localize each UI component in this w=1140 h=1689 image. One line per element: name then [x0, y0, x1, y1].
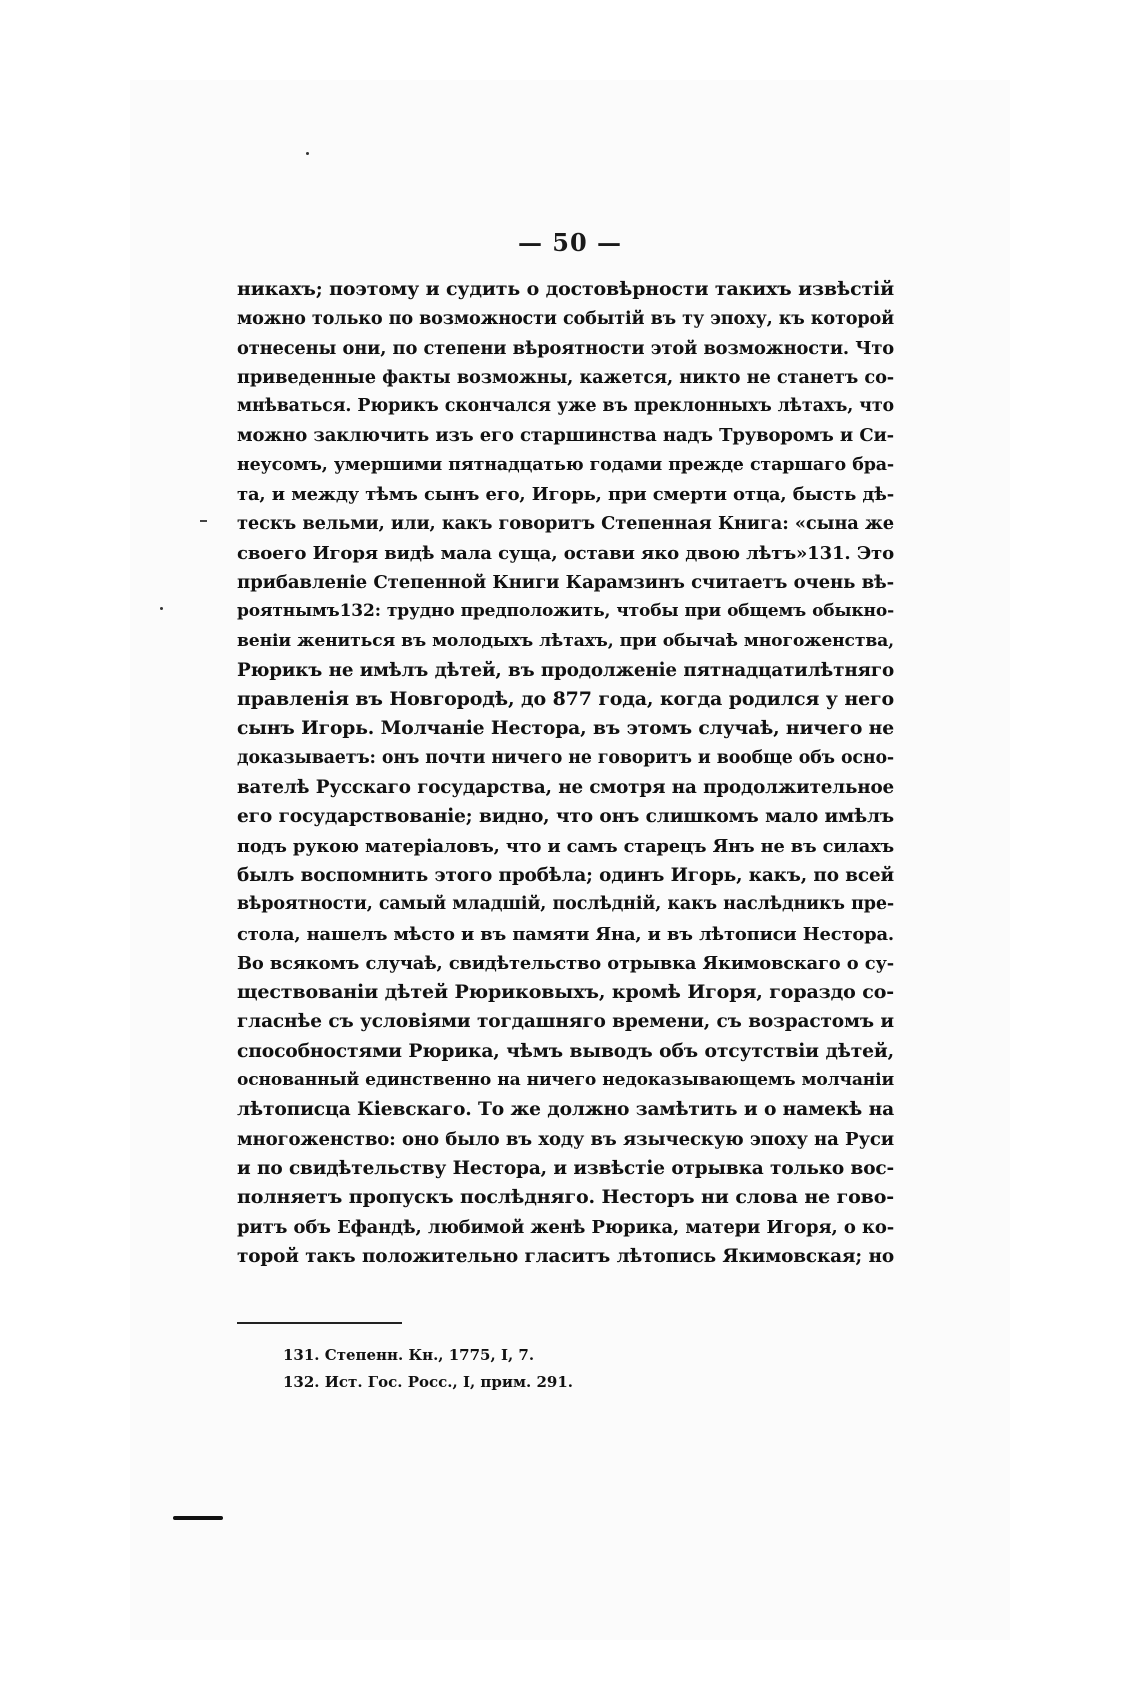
footnotes [283, 1342, 783, 1396]
text-line: веніи жениться въ молодыхъ лѣтахъ, при обычаѣ многоженства, [237, 630, 894, 651]
footnote-separator [237, 1322, 402, 1324]
text-line: Рюрикъ не имѣлъ дѣтей, въ продолженіе пятнадцатилѣтняго [237, 659, 894, 681]
margin-dot [306, 152, 309, 155]
text-line: ритъ объ Ефандѣ, любимой женѣ Рюрика, матери Игоря, о ко- [237, 1216, 894, 1238]
text-line: та, и между тѣмъ сынъ его, Игорь, при смерти отца, бысть дѣ- [237, 484, 894, 506]
margin-mark [200, 520, 207, 522]
text-line: никахъ; поэтому и судить о достовѣрности такихъ извѣстій [237, 278, 894, 300]
text-line: Во всякомъ случаѣ, свидѣтельство отрывка Якимовскаго о су- [237, 952, 894, 974]
text-line: можно только по возможности событій въ ту эпоху, къ которой [237, 308, 894, 330]
ink-mark [173, 1516, 223, 1520]
text-line: своего Игоря видѣ мала суща, остави яко двою лѣтъ»131. Это [237, 542, 894, 564]
text-line: былъ воспомнить этого пробѣла; одинъ Игорь, какъ, по всей [237, 864, 894, 886]
text-line: отнесены они, по степени вѣроятности этой возможности. Что [237, 337, 894, 359]
text-line: вѣроятности, самый младшій, послѣдній, какъ наслѣдникъ пре- [237, 894, 894, 915]
page-number: — 50 — [517, 228, 623, 257]
text-line: вателѣ Русскаго государства, не смотря на продолжительное [237, 777, 894, 799]
text-line: тескъ вельми, или, какъ говоритъ Степенная Книга: «сына же [237, 513, 894, 535]
text-line: торой такъ положительно гласитъ лѣтопись Якимовская; но [237, 1245, 894, 1267]
text-line: полняетъ пропускъ послѣдняго. Несторъ ни слова не гово- [237, 1186, 894, 1209]
text-line: гласнѣе съ условіями тогдашняго времени, съ возрастомъ и [237, 1011, 894, 1033]
text-line: подъ рукою матеріаловъ, что и самъ старецъ Янъ не въ силахъ [237, 835, 894, 857]
text-line: ществованіи дѣтей Рюриковыхъ, кромѣ Игоря, гораздо со- [237, 981, 894, 1004]
text-line: приведенные факты возможны, кажется, никто не станетъ со- [237, 366, 894, 388]
body-text [237, 275, 894, 1271]
text-line: доказываетъ: онъ почти ничего не говоритъ и вообще объ осно- [237, 747, 894, 768]
text-line: основанный единственно на ничего недоказывающемъ молчаніи [237, 1070, 894, 1091]
text-line: стола, нашелъ мѣсто и въ памяти Яна, и въ лѣтописи Нестора. [237, 923, 894, 945]
text-line: и по свидѣтельству Нестора, и извѣстіе отрывка только вос- [237, 1157, 894, 1179]
text-line: роятнымъ132: трудно предположить, чтобы при общемъ обыкно- [237, 601, 894, 622]
text-line: его государствованіе; видно, что онъ слишкомъ мало имѣлъ [237, 806, 894, 828]
text-line: прибавленіе Степенной Книги Карамзинъ считаетъ очень вѣ- [237, 571, 894, 593]
text-line: можно заключить изъ его старшинства надъ Труворомъ и Си- [237, 425, 894, 447]
text-line: правленія въ Новгородѣ, до 877 года, когда родился у него [237, 688, 894, 711]
footnote-132: 132. Ист. Гос. Росс., I, прим. 291. [283, 1373, 574, 1391]
text-line: способностями Рюрика, чѣмъ выводъ объ отсутствіи дѣтей, [237, 1039, 894, 1062]
text-line: сынъ Игорь. Молчаніе Нестора, въ этомъ случаѣ, ничего не [237, 717, 894, 740]
margin-dot [160, 607, 163, 610]
text-line: многоженство: оно было въ ходу въ языческую эпоху на Руси [237, 1128, 894, 1150]
text-line: мнѣваться. Рюрикъ скончался уже въ преклонныхъ лѣтахъ, что [237, 396, 894, 417]
text-line: лѣтописца Кіевскаго. То же должно замѣтить и о намекѣ на [237, 1098, 894, 1121]
footnote-131: 131. Степенн. Кн., 1775, I, 7. [283, 1346, 535, 1364]
text-line: неусомъ, умершими пятнадцатью годами прежде старшаго бра- [237, 454, 894, 475]
